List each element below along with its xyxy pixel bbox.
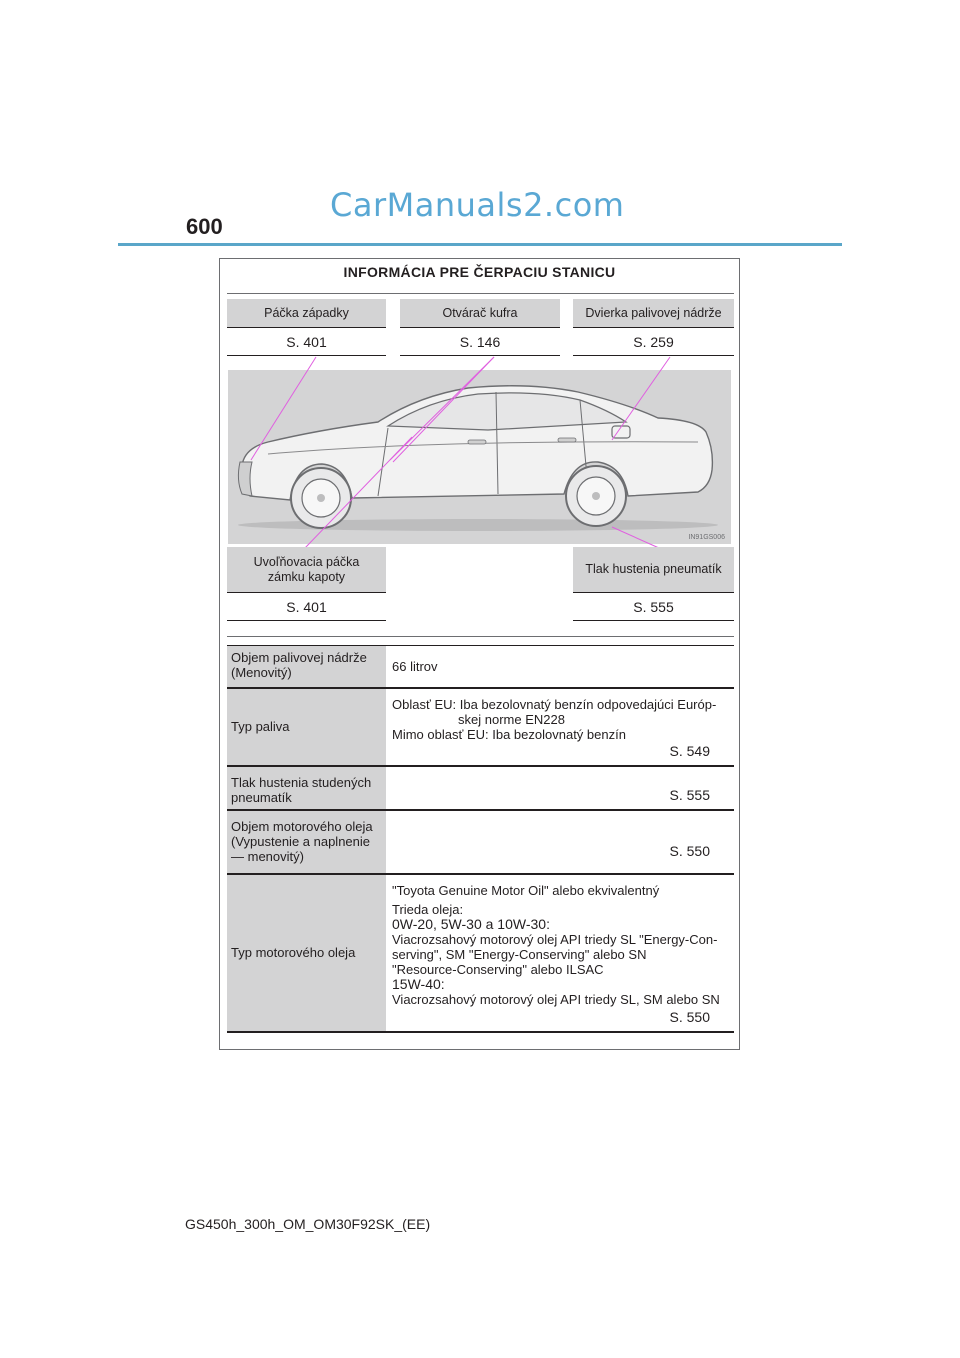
table-row [227,766,734,810]
value-line: Viacrozsahový motorový olej API triedy SL "Energy-Con- [392,931,718,947]
watermark-text: CarManuals2.com [330,186,625,224]
callout-tire-pressure [573,547,734,621]
fuel-capacity-value: 66 litrov [392,658,438,674]
label-line: pneumatík [231,789,292,805]
section-title: INFORMÁCIA PRE ČERPACIU STANICU [343,264,616,280]
row-value [386,874,734,1032]
row-label [227,688,386,766]
value-line: "Toyota Genuine Motor Oil" alebo ekvivalentný [392,882,660,898]
label-line: Tlak hustenia studených [231,774,372,790]
callout-label: Páčka západky [227,299,386,328]
label-line: — menovitý) [231,848,304,864]
callout-label: Otvárač kufra [400,299,560,328]
page-number: 600 [186,214,223,239]
callout-page-ref: S. 401 [227,328,386,356]
mid-divider [227,636,734,637]
table-row [227,874,734,1032]
table-row [227,646,734,688]
value-line: skej norme EN228 [458,711,565,727]
document-code: GS450h_300h_OM_OM30F92SK_(EE) [185,1216,431,1232]
callout-hood-release [227,547,386,621]
page-ref: S. 550 [669,842,710,859]
row-value [386,810,734,874]
row-label [227,810,386,874]
label-text: Typ paliva [231,719,290,734]
row-value [386,646,734,688]
label-line: (Menovitý) [231,665,292,680]
value-line: Trieda oleja: [392,901,464,917]
label-line: zámku kapoty [267,569,346,584]
label-line: Uvoľňovacia páčka [253,554,360,569]
callout-page-ref: S. 259 [573,328,734,356]
label-text: Typ motorového oleja [231,945,356,960]
page-ref: S. 555 [669,786,710,803]
callout-label: Dvierka palivovej nádrže [573,299,734,328]
label-line: Objem motorového oleja [231,818,373,834]
table-row [227,688,734,766]
page-ref: S. 550 [669,1008,710,1025]
callout-label: Tlak hustenia pneumatík [573,547,734,593]
value-line: Mimo oblasť EU: Iba bezolovnatý benzín [392,726,626,742]
callout-page-ref: S. 401 [227,593,386,621]
spec-table [227,645,734,1033]
value-line: Oblasť EU: Iba bezolovnatý benzín odpovedajúci Európ- [392,696,717,712]
figure-code: IN91GS006 [688,534,725,541]
label-line: Objem palivovej nádrže [231,650,367,665]
callout-label [227,547,386,593]
row-value [386,688,734,766]
value-line: "Resource-Conserving" alebo ILSAC [392,961,604,977]
value-line: 0W-20, 5W-30 a 10W-30: [392,915,550,932]
label-line: (Vypustenie a naplnenie [231,833,371,849]
callout-page-ref: S. 555 [573,593,734,621]
row-label [227,874,386,1032]
value-line: Viacrozsahový motorový olej API triedy SL, SM alebo SN [392,991,720,1007]
callout-page-ref: S. 146 [400,328,560,356]
row-value [386,766,734,810]
row-label [227,766,386,810]
row-label [227,646,386,688]
table-row [227,810,734,874]
page-ref: S. 549 [669,742,710,759]
value-line: 15W-40: [392,975,445,992]
value-line: serving", SM "Energy-Conserving" alebo SN [392,946,647,962]
